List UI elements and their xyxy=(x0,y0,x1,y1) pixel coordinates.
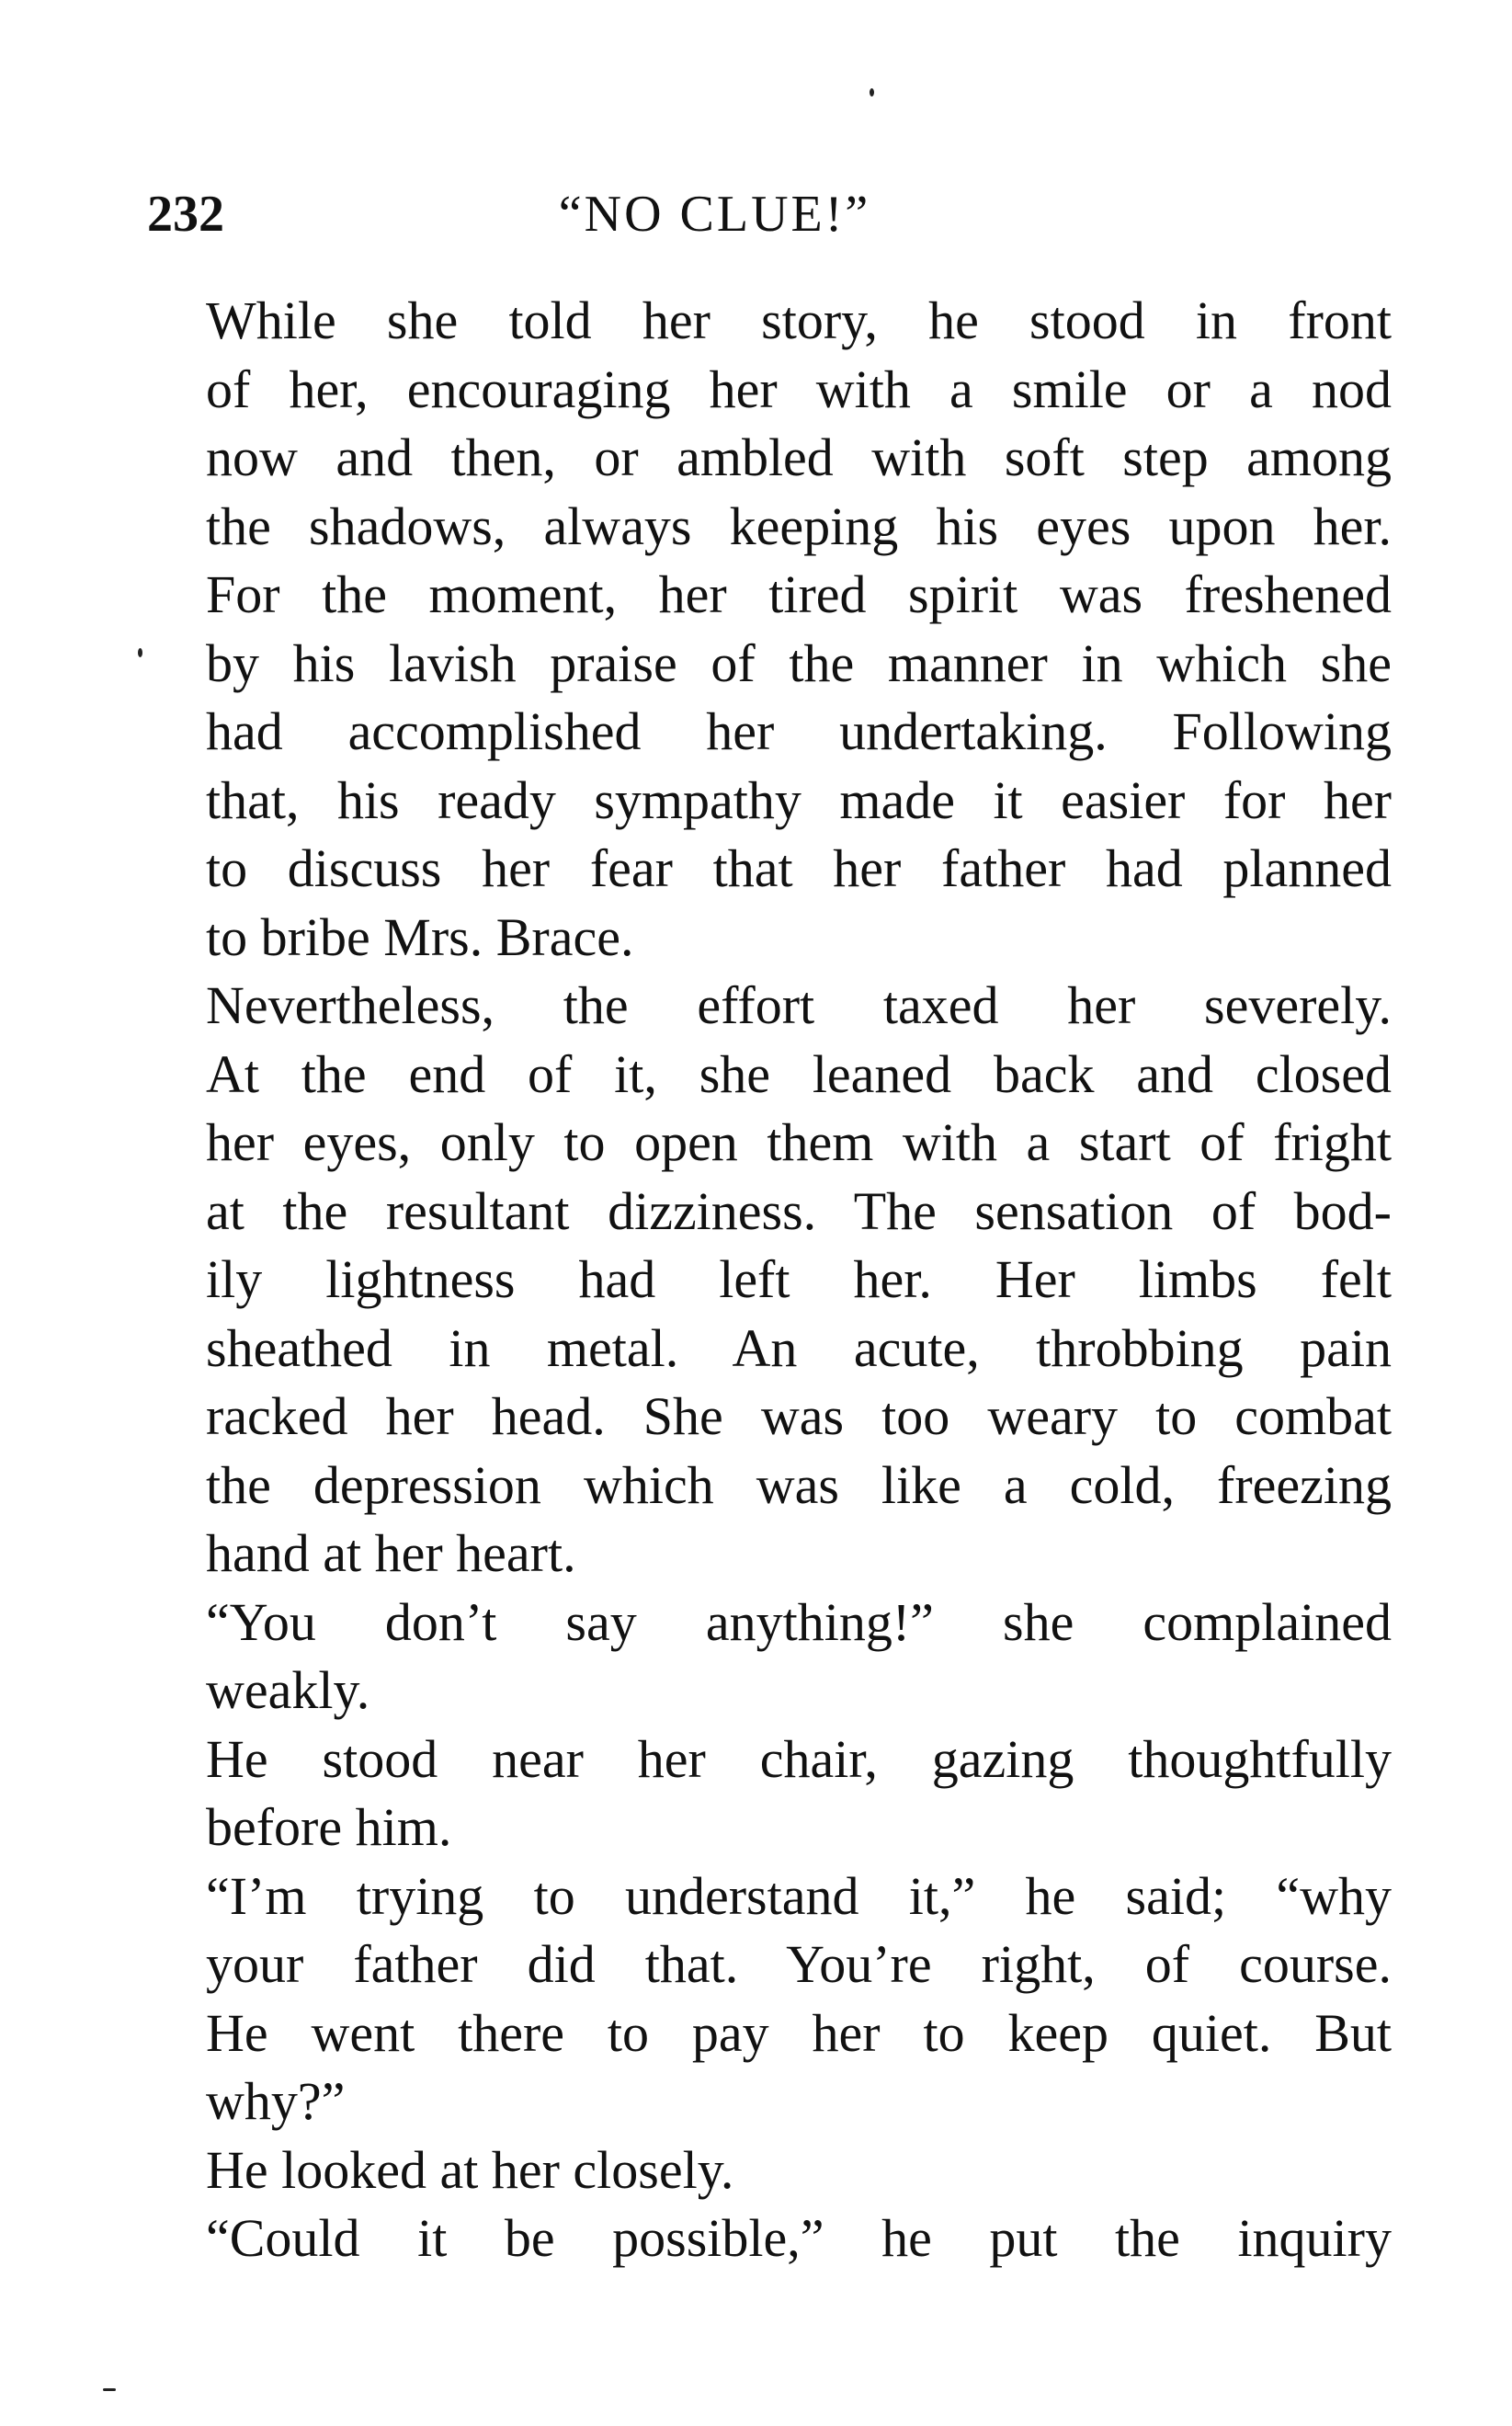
text-line: sheathed in metal. An acute, throbbing pain xyxy=(206,1317,1392,1378)
text-line: before him. xyxy=(206,1797,452,1857)
text-line: weakly. xyxy=(206,1660,370,1720)
text-line: For the moment, her tired spirit was freshened xyxy=(206,564,1392,624)
paragraph xyxy=(149,972,1392,1589)
paragraph xyxy=(149,1726,1392,1862)
paragraph xyxy=(149,2136,1392,2205)
paragraph xyxy=(149,2204,1392,2273)
text-line: by his lavish praise of the manner in which she xyxy=(206,632,1392,693)
text-line: He looked at her closely. xyxy=(206,2139,734,2200)
text-line: While she told her story, he stood in front xyxy=(206,290,1392,350)
scan-speck xyxy=(870,88,874,97)
text-line: the depression which was like a cold, freezing xyxy=(206,1454,1392,1515)
text-line: her eyes, only to open them with a start of fright xyxy=(206,1112,1392,1172)
text-line: He stood near her chair, gazing thoughtfully xyxy=(206,1728,1392,1789)
text-line: at the resultant dizziness. The sensation of bod- xyxy=(206,1180,1392,1241)
text-line: of her, encouraging her with a smile or a nod xyxy=(206,359,1392,419)
text-line: “I’m trying to understand it,” he said; “why xyxy=(206,1865,1392,1926)
text-line: “You don’t say anything!” she complained xyxy=(206,1591,1392,1652)
text-line: hand at her heart. xyxy=(206,1523,576,1583)
paragraph xyxy=(149,287,1392,972)
text-line: had accomplished her undertaking. Following xyxy=(206,701,1392,761)
text-line: He went there to pay her to keep quiet. But xyxy=(206,2002,1392,2063)
text-line: now and then, or ambled with soft step among xyxy=(206,427,1392,487)
text-line: racked her head. She was too weary to combat xyxy=(206,1386,1392,1446)
text-line: “Could it be possible,” he put the inquiry xyxy=(206,2208,1392,2268)
text-line: the shadows, always keeping his eyes upon her. xyxy=(206,495,1392,556)
text-line: ily lightness had left her. Her limbs felt xyxy=(206,1249,1392,1309)
text-line: your father did that. You’re right, of course. xyxy=(206,1934,1392,1994)
text-line: At the end of it, she leaned back and closed xyxy=(206,1043,1392,1104)
text-line: that, his ready sympathy made it easier for her xyxy=(206,769,1392,830)
running-head: “NO CLUE!” xyxy=(558,186,871,243)
page-number: 232 xyxy=(147,186,224,243)
page-header xyxy=(147,182,1393,246)
scan-speck xyxy=(138,648,142,657)
paragraph xyxy=(149,1862,1392,2136)
text-line: why?” xyxy=(206,2071,346,2131)
paragraph xyxy=(149,1589,1392,1726)
text-line: Nevertheless, the effort taxed her severely. xyxy=(206,975,1392,1035)
text-line: to discuss her fear that her father had planned xyxy=(206,838,1392,898)
body-text xyxy=(149,287,1392,2273)
scan-speck xyxy=(103,2388,116,2391)
text-line: to bribe Mrs. Brace. xyxy=(206,906,634,967)
